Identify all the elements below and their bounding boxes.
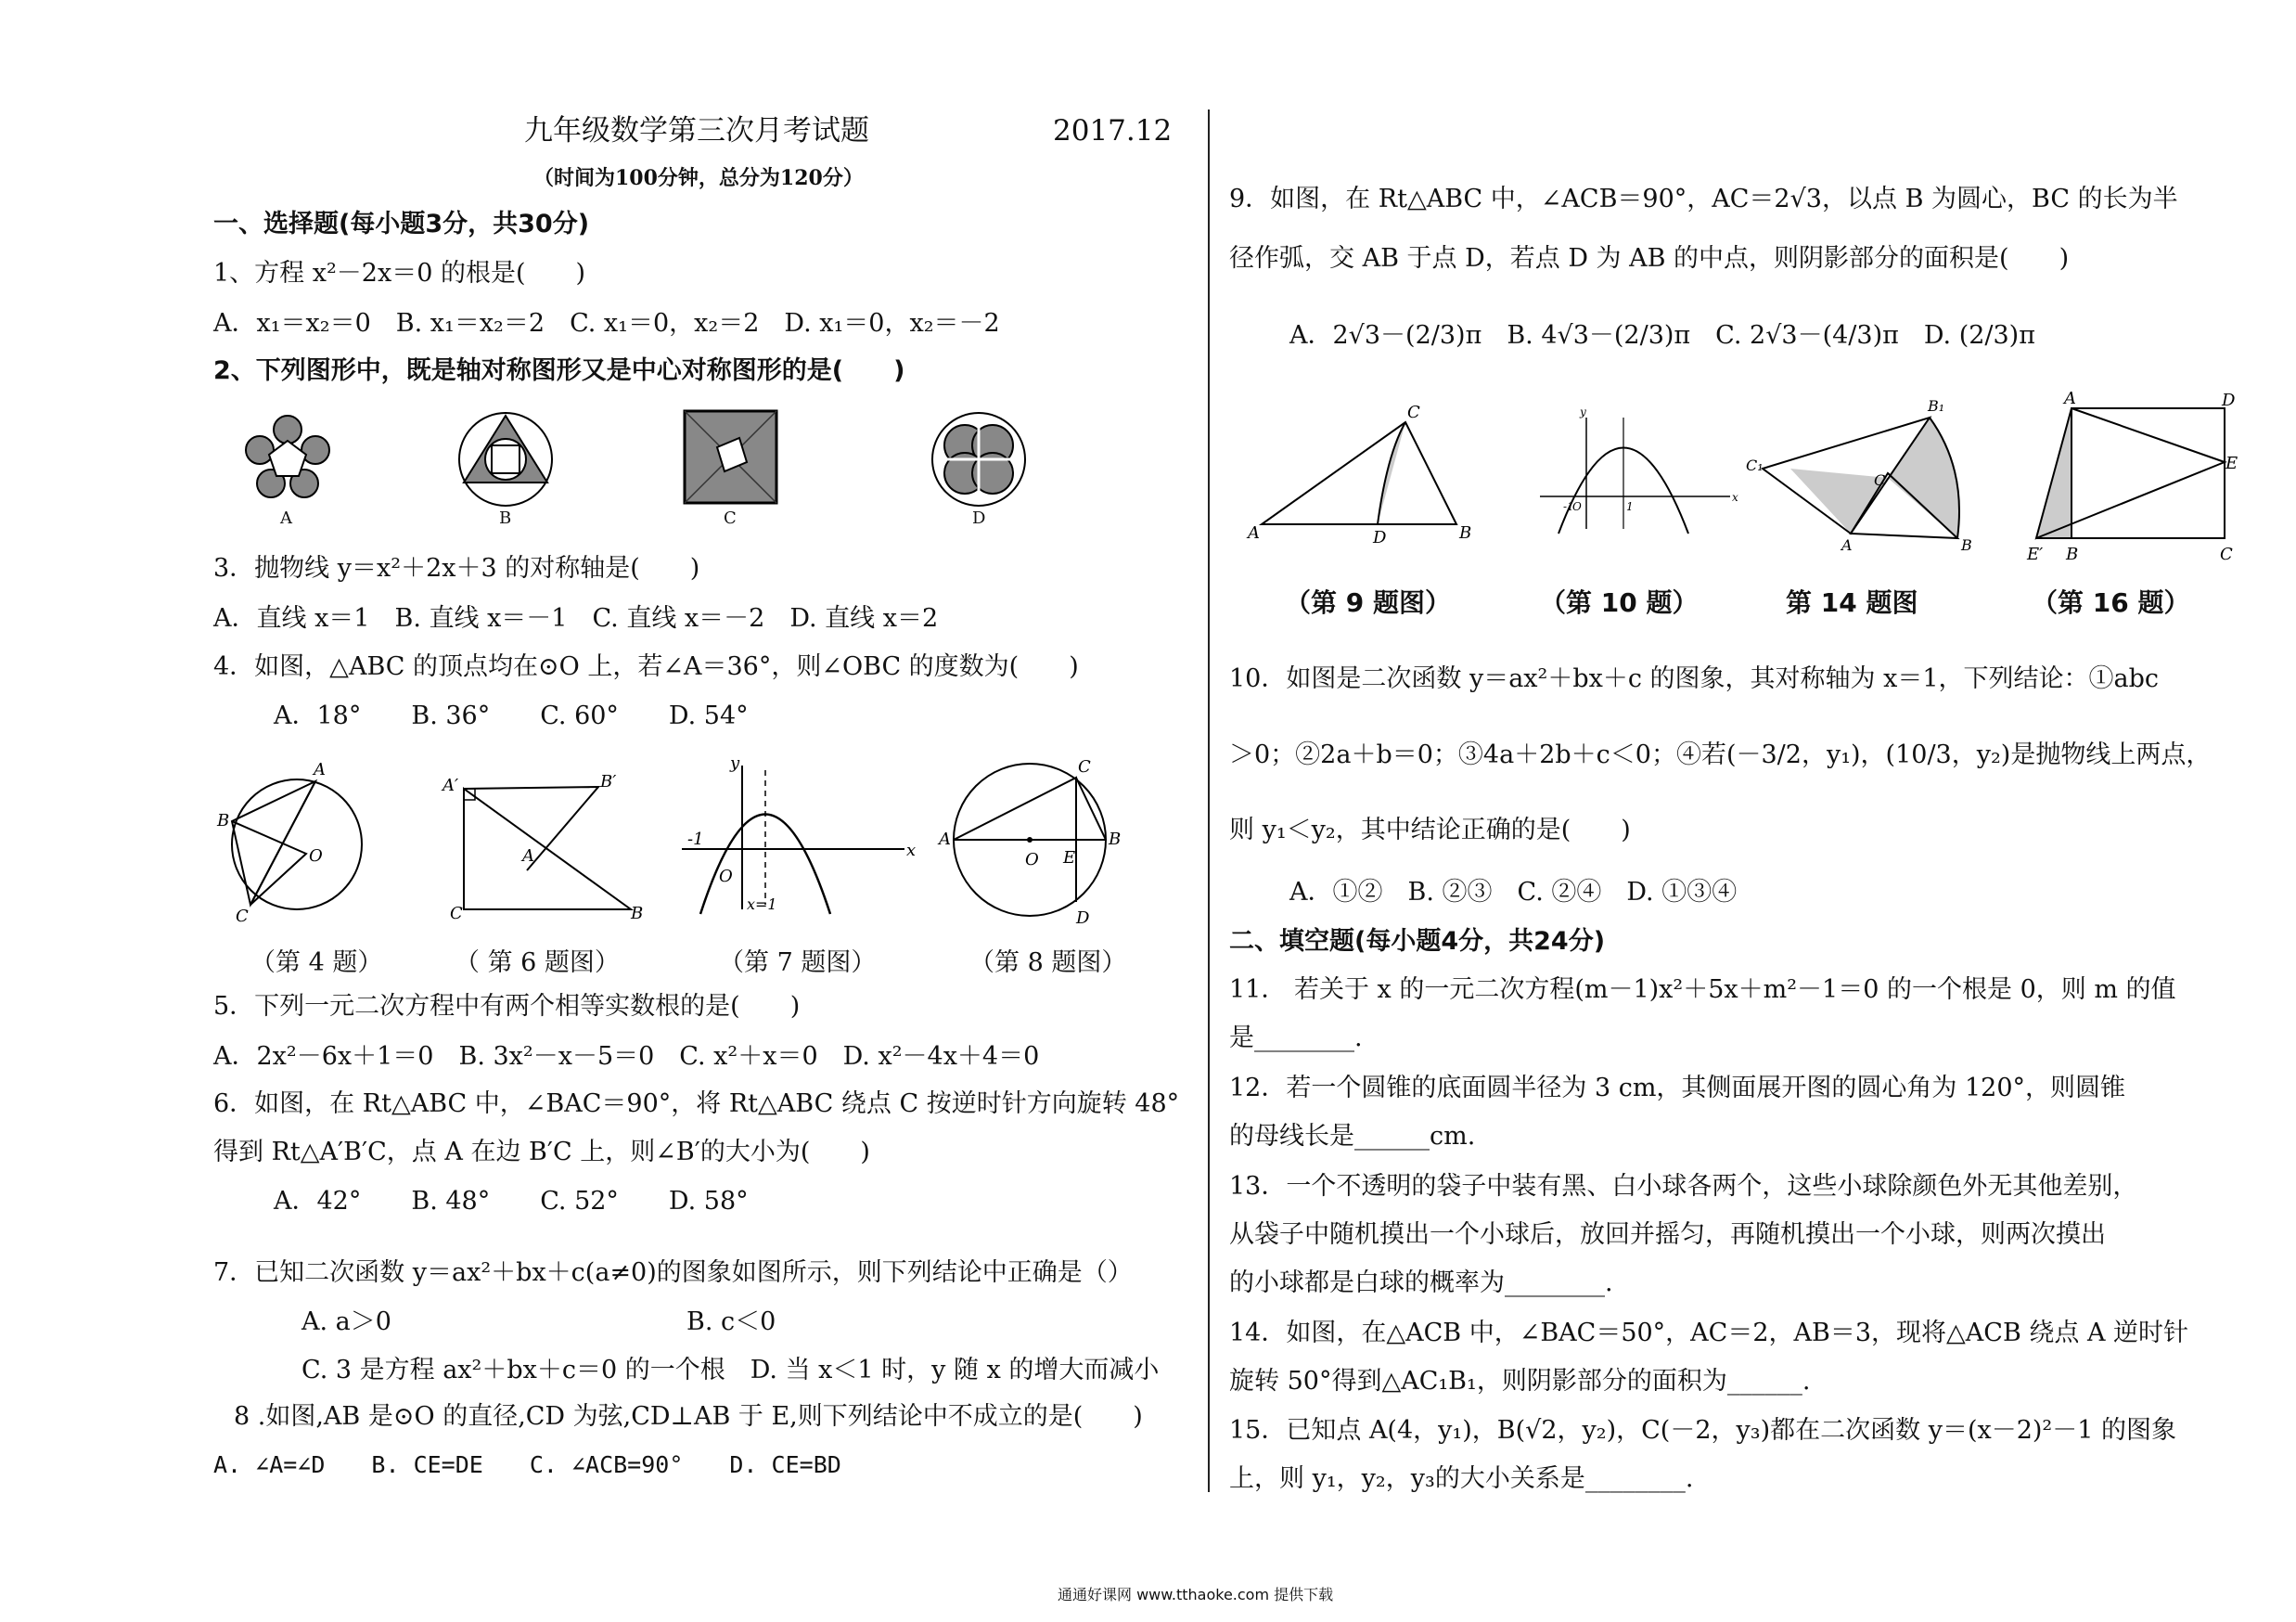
svg-text:B₁: B₁ [1928,397,1945,415]
q10-parabola-figure [1535,399,1739,538]
caption-q9: （第 9 题图） [1285,587,1451,618]
question-7-options-cd: C. 3 是方程 ax²＋bx＋c＝0 的一个根 D. 当 x＜1 时，y 随 x 的增大而减小 [301,1356,1160,1384]
figure-label-a: A [280,508,292,528]
section-2-heading: 二、填空题(每小题4分，共24分) [1229,927,1606,956]
question-5: 5．下列一元二次方程中有两个相等实数根的是( ) [213,992,801,1021]
circle-petal-figure [928,408,1030,510]
question-6-options: A．42° B. 48° C. 52° D. 58° [274,1187,749,1216]
question-12-line2: 的母线长是______cm. [1229,1122,1476,1151]
question-9-options: A．2√3－(2/3)π B. 4√3－(2/3)π C. 2√3－(4/3)π D. (2/3)π [1289,321,2035,350]
svg-text:B: B [1961,536,1972,554]
svg-text:D: D [1373,528,1387,547]
q16-square-figure [2027,389,2238,564]
svg-text:O: O [719,867,733,886]
svg-text:C: C [450,904,463,923]
svg-text:B: B [1109,830,1122,849]
question-10-line3: 则 y₁＜y₂，其中结论正确的是( ) [1229,816,1631,844]
page-title: 九年级数学第三次月考试题 [524,114,869,148]
q6-triangle-figure [441,770,645,923]
footer-source: 通通好课网 www.tthaoke.com 提供下载 [1058,1586,1334,1603]
caption-q14: 第 14 题图 [1786,587,1918,618]
exam-date: 2017.12 [1053,114,1173,148]
question-14-line1: 14．如图，在△ACB 中，∠BAC＝50°，AC＝2，AB＝3，现将△ACB 绕点 A 逆时针 [1229,1319,2189,1347]
svg-text:B: B [1459,523,1472,543]
svg-text:A: A [314,760,326,779]
svg-text:C: C [236,907,249,926]
question-3-options: A．直线 x＝1 B. 直线 x＝－1 C. 直线 x＝－2 D. 直线 x＝2 [213,604,939,633]
question-6-line2: 得到 Rt△A′B′C，点 A 在边 B′C 上，则∠B′的大小为( ) [213,1138,870,1166]
svg-text:O: O [1025,850,1039,869]
square-pinwheel-figure [682,408,779,510]
figure-label-b: B [499,508,512,528]
q14-rotation-figure [1744,385,1981,552]
question-11-line2: 是________. [1229,1023,1363,1052]
question-9-line1: 9．如图，在 Rt△ABC 中，∠ACB＝90°，AC＝2√3，以点 B 为圆心，BC 的长为半 [1229,185,2178,213]
question-4-options: A．18° B. 36° C. 60° D. 54° [274,702,749,730]
question-11-line1: 11． 若关于 x 的一元二次方程(m－1)x²＋5x＋m²－1＝0 的一个根是 0，则 m 的值 [1229,975,2176,1004]
svg-text:y: y [1580,406,1586,418]
column-divider [1208,109,1210,1492]
question-7-option-a: A. a＞0 [301,1307,391,1336]
svg-text:D: D [1076,908,1090,928]
q8-circle-figure [937,752,1141,928]
svg-text:A′: A′ [443,776,459,795]
question-10-line1: 10．如图是二次函数 y＝ax²＋bx＋c 的图象，其对称轴为 x＝1，下列结论：①abc [1229,664,2160,693]
svg-text:-1: -1 [687,830,704,849]
question-3: 3．抛物线 y＝x²＋2x＋3 的对称轴是( ) [213,554,700,583]
figure-label-c: C [724,508,737,528]
caption-q4: （第 4 题） [250,948,383,977]
svg-text:C: C [1874,471,1886,489]
svg-text:O: O [309,846,323,866]
caption-q6: （ 第 6 题图） [455,948,620,977]
question-5-options: A．2x²－6x＋1＝0 B. 3x²－x－5＝0 C. x²＋x＝0 D. x²－4x＋4＝0 [213,1042,1040,1071]
question-1-options: A．x₁＝x₂＝0 B. x₁＝x₂＝2 C. x₁＝0，x₂＝2 D. x₁＝0，x₂＝－2 [213,309,1000,338]
svg-text:A: A [522,846,534,866]
question-7-option-b: B. c＜0 [686,1307,776,1336]
caption-q7: （第 7 题图） [719,948,877,977]
question-2: 2、下列图形中，既是轴对称图形又是中心对称图形的是( ) [213,356,905,385]
q7-parabola-figure [673,752,917,919]
exam-subtitle: （时间为100分钟，总分为120分） [533,166,864,190]
svg-text:y: y [730,753,740,773]
question-14-line2: 旋转 50°得到△AC₁B₁，则阴影部分的面积为______. [1229,1367,1811,1396]
question-13-line3: 的小球都是白球的概率为________. [1229,1268,1613,1297]
svg-text:C: C [2220,545,2233,564]
question-7: 7．已知二次函数 y＝ax²＋bx＋c(a≠0)的图象如图所示，则下列结论中正确是（） [213,1258,1133,1287]
question-8: 8 .如图,AB 是⊙O 的直径,CD 为弦,CD⊥AB 于 E,则下列结论中不成立的是( ) [234,1402,1143,1431]
question-1: 1、方程 x²－2x＝0 的根是( ) [213,259,586,288]
svg-text:E: E [1063,848,1076,868]
question-6-line1: 6．如图，在 Rt△ABC 中，∠BAC＝90°，将 Rt△ABC 绕点 C 按逆时针方向旋转 48° [213,1089,1180,1118]
svg-text:O: O [1572,500,1582,513]
svg-text:A: A [1841,536,1853,554]
svg-text:x=1: x=1 [747,895,777,913]
svg-text:D: D [2222,391,2236,410]
svg-text:C₁: C₁ [1746,457,1764,474]
caption-q10: （第 10 题） [1540,587,1699,618]
svg-text:E′: E′ [2027,545,2044,564]
question-9-line2: 径作弧，交 AB 于点 D，若点 D 为 AB 的中点，则阴影部分的面积是( ) [1229,244,2070,273]
caption-q8: （第 8 题图） [969,948,1127,977]
question-4: 4．如图，△ABC 的顶点均在⊙O 上，若∠A＝36°，则∠OBC 的度数为( ) [213,652,1079,681]
question-15-line1: 15．已知点 A(4，y₁)，B(√2，y₂)，C(－2，y₃)都在二次函数 y＝(x－2)²－1 的图象 [1229,1416,2177,1445]
caption-q16: （第 16 题） [2032,587,2190,618]
question-13-line2: 从袋子中随机摸出一个小球后，放回并摇匀，再随机摸出一个小球，则两次摸出 [1229,1220,2106,1249]
question-12-line1: 12．若一个圆锥的底面圆半径为 3 cm，其侧面展开图的圆心角为 120°，则圆锥 [1229,1074,2126,1102]
svg-text:C: C [1078,757,1091,777]
svg-text:C: C [1407,403,1420,422]
svg-text:A: A [1248,523,1260,543]
question-10-line2: ＞0；②2a＋b＝0；③4a＋2b＋c＜0；④若(－3/2，y₁)，(10/3，y₂)是抛物线上两点， [1229,740,2212,769]
section-1-heading: 一、选择题(每小题3分，共30分) [213,210,590,238]
svg-text:A: A [2064,389,2076,408]
svg-text:E: E [2225,454,2238,473]
circle-triangle-figure [455,408,557,510]
pentagon-figure [241,413,334,506]
svg-text:B′: B′ [600,772,617,792]
figure-label-d: D [972,508,986,528]
svg-text:-1: -1 [1563,500,1574,513]
question-13-line1: 13．一个不透明的袋子中装有黑、白小球各两个，这些小球除颜色外无其他差别， [1229,1172,2138,1201]
question-8-options: A. ∠A=∠D B. CE=DE C. ∠ACB=90° D. CE=BD [213,1451,841,1478]
svg-text:A: A [939,830,951,849]
svg-text:B: B [217,811,230,830]
question-15-line2: 上，则 y₁，y₂，y₃的大小关系是________. [1229,1464,1694,1493]
q9-triangle-figure [1248,399,1480,547]
question-10-options: A．①② B. ②③ C. ②④ D. ①③④ [1289,878,1738,907]
svg-text:1: 1 [1626,500,1634,513]
svg-text:B: B [2066,545,2079,564]
svg-text:x: x [1732,491,1738,504]
svg-text:B: B [631,904,644,923]
svg-text:x: x [906,841,917,860]
q4-circle-figure [213,756,380,926]
